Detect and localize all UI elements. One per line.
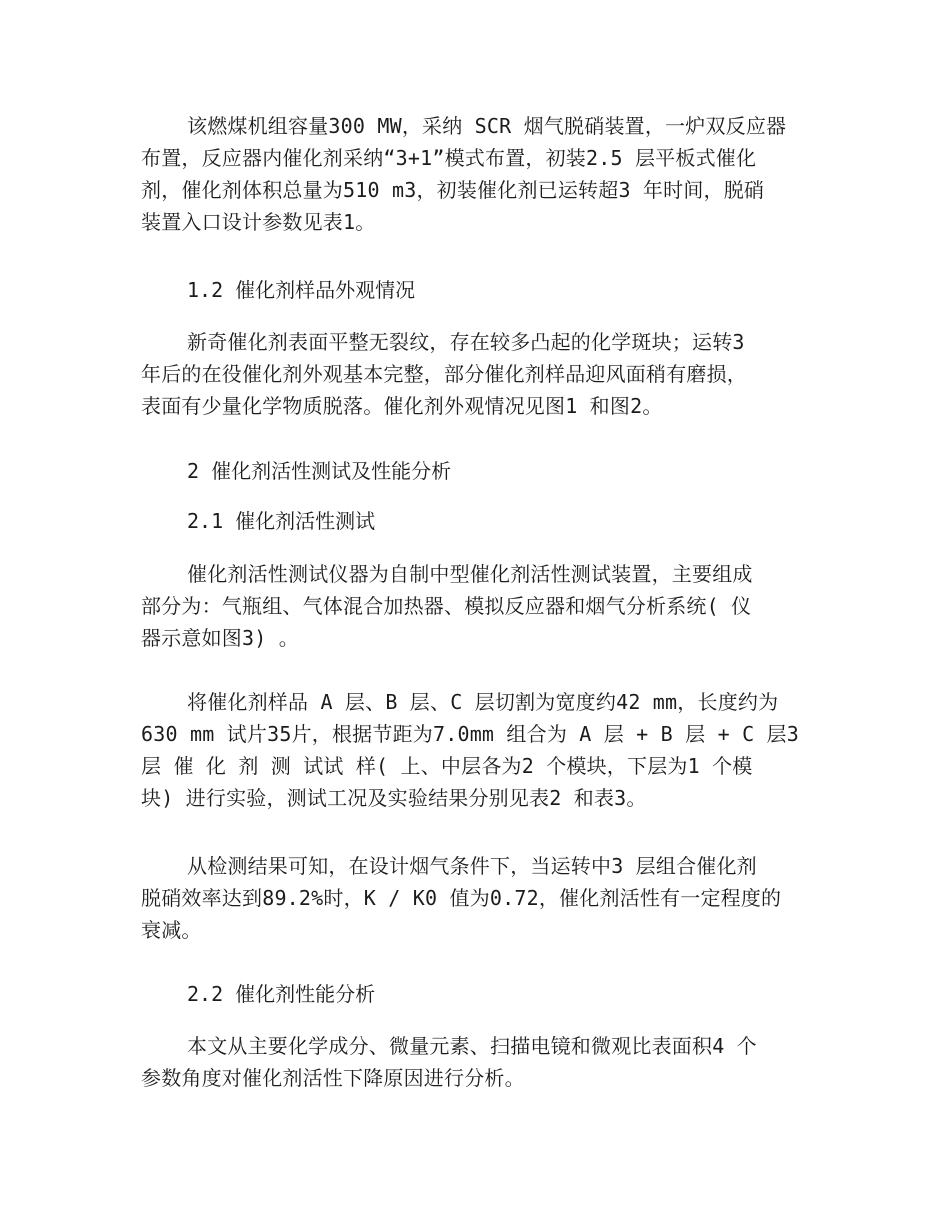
paragraph-line: 块) 进行实验，测试工况及实验结果分别见表2 和表3。 — [141, 786, 647, 810]
paragraph-line: 布置，反应器内催化剂采纳“3+1”模式布置，初装2.5 层平板式催化 — [141, 146, 757, 170]
paragraph-line: 器示意如图3) 。 — [141, 626, 299, 650]
paragraph-unit-capacity — [141, 110, 811, 238]
paragraph-line: 装置入口设计参数见表1。 — [141, 210, 376, 234]
paragraph-line: 本文从主要化学成分、微量元素、扫描电镜和微观比表面积4 个 — [187, 1034, 757, 1058]
paragraph-line: 部分为：气瓶组、气体混合加热器、模拟反应器和烟气分析系统( 仪 — [141, 594, 752, 618]
paragraph-line: 年后的在役催化剂外观基本完整，部分催化剂样品迎风面稍有磨损， — [141, 362, 747, 386]
paragraph-test-results — [141, 850, 811, 946]
paragraph-line: 新奇催化剂表面平整无裂纹，存在较多凸起的化学斑块；运转3 — [187, 330, 745, 354]
paragraph-line: 将催化剂样品 A 层、B 层、C 层切割为宽度约42 mm，长度约为 — [187, 690, 779, 714]
section-heading-1-2: 1.2 催化剂样品外观情况 — [187, 278, 416, 302]
paragraph-line: 表面有少量化学物质脱落。催化剂外观情况见图1 和图2。 — [141, 394, 663, 418]
paragraph-line: 脱硝效率达到89.2%时，K / K0 值为0.72，催化剂活性有一定程度的 — [141, 886, 782, 910]
section-heading-2: 2 催化剂活性测试及性能分析 — [187, 459, 452, 483]
paragraph-line: 层 催 化 剂 测 试试 样( 上、中层各为2 个模块，下层为1 个模 — [141, 754, 753, 778]
paragraph-line: 从检测结果可知，在设计烟气条件下，当运转中3 层组合催化剂 — [187, 854, 757, 878]
section-heading-2-1: 2.1 催化剂活性测试 — [187, 509, 376, 533]
paragraph-line: 该燃煤机组容量300 MW，采纳 SCR 烟气脱硝装置，一炉双反应器 — [187, 114, 787, 138]
paragraph-line: 剂，催化剂体积总量为510 m3，初装催化剂已运转超3 年时间，脱硝 — [141, 178, 765, 202]
paragraph-catalyst-appearance — [141, 326, 811, 422]
paragraph-line: 衰减。 — [141, 918, 202, 942]
paragraph-line: 630 mm 试片35片，根据节距为7.0mm 组合为 A 层 + B 层 + C 层3 — [141, 722, 799, 746]
section-heading-2-2: 2.2 催化剂性能分析 — [187, 982, 376, 1006]
paragraph-line: 催化剂活性测试仪器为自制中型催化剂活性测试装置，主要组成 — [187, 562, 753, 586]
paragraph-activity-test-device — [141, 558, 811, 654]
paragraph-line: 参数角度对催化剂活性下降原因进行分析。 — [141, 1066, 525, 1090]
paragraph-sample-preparation — [141, 686, 811, 814]
paragraph-performance-analysis — [141, 1030, 811, 1094]
